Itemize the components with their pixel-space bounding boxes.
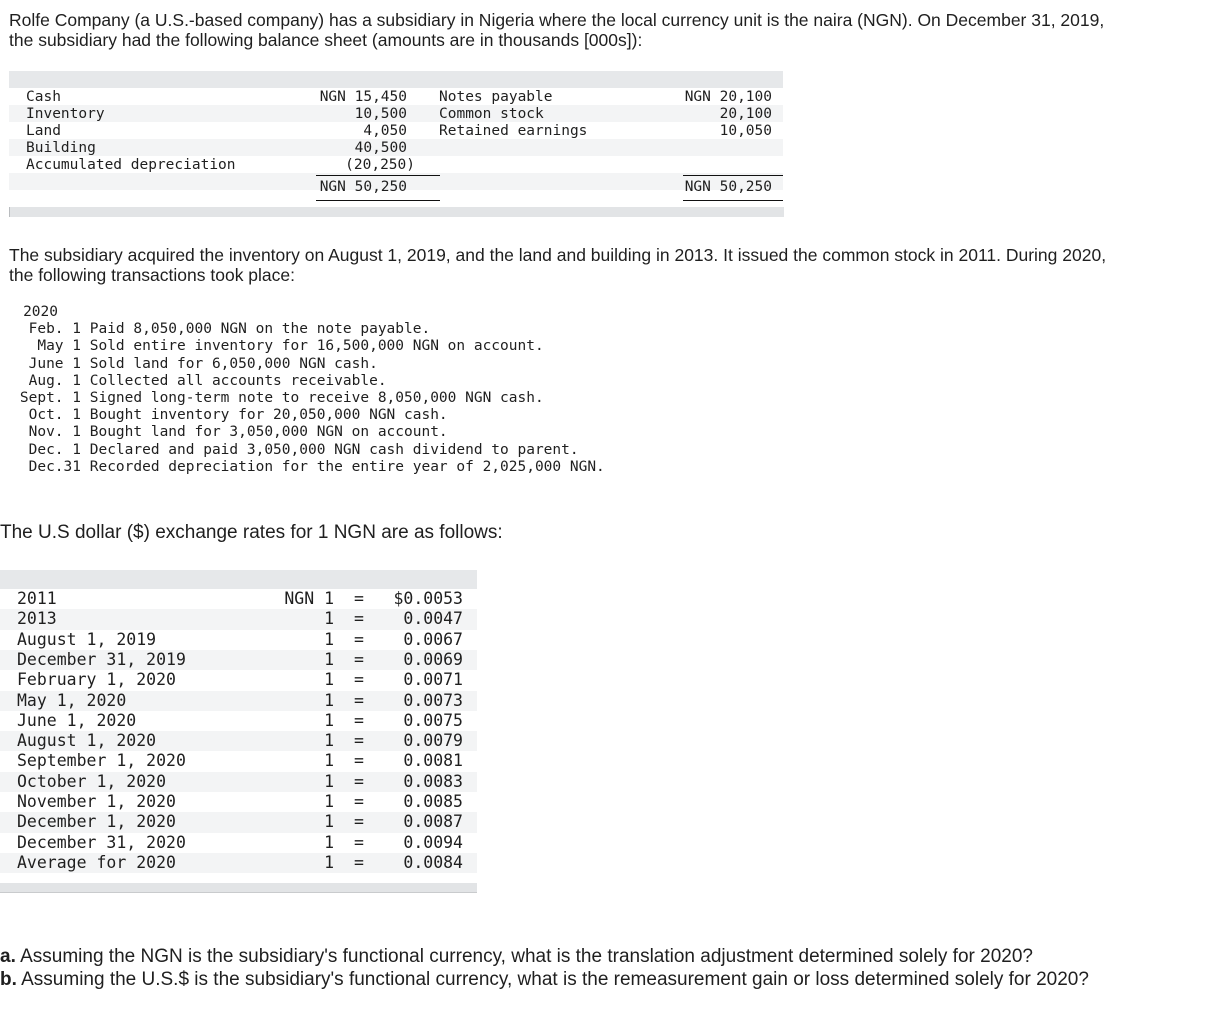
transaction-date: Oct. 1	[28, 407, 81, 424]
list-item	[8, 459, 648, 476]
rate-ngn: 1	[324, 609, 334, 629]
transaction-date: May 1	[37, 338, 81, 355]
table-row	[0, 833, 477, 853]
rate-date: October 1, 2020	[17, 771, 167, 791]
rate-ngn: 1	[324, 792, 334, 811]
exchange-rates-table	[0, 570, 477, 893]
table-row	[0, 853, 477, 873]
table-top-bar	[0, 570, 477, 589]
rate-equals: =	[354, 589, 364, 608]
table-row	[0, 630, 477, 650]
transactions-year: 2020	[23, 304, 58, 320]
list-item	[8, 390, 648, 407]
rate-ngn: 1	[324, 649, 334, 669]
transaction-date: Feb. 1	[28, 321, 81, 338]
question-b-text: Assuming the U.S.$ is the subsidiary's functional currency, what is the remeasurement gain or loss determined solely for 2020?	[16, 969, 1089, 990]
asset-label-cash: Cash	[26, 89, 61, 105]
balance-sheet-table	[9, 71, 783, 217]
question-a	[0, 945, 1033, 968]
list-item	[8, 424, 648, 441]
transaction-text: Declared and paid 3,050,000 NGN cash dividend to parent.	[89, 441, 579, 458]
list-item	[8, 373, 648, 390]
list-item	[8, 356, 648, 373]
list-item	[8, 407, 648, 424]
rate-usd: 0.0075	[403, 710, 463, 730]
rate-date: June 1, 2020	[17, 710, 137, 730]
intro-paragraph: Rolfe Company (a U.S.-based company) has a subsidiary in Nigeria where the local currency unit is the naira (NGN). On December 31, 2019, the subsidiary had the following balance sheet (amounts are in thousands [000s]):	[9, 10, 1105, 50]
rate-equals: =	[354, 731, 364, 751]
rate-usd: 0.0069	[403, 649, 463, 669]
rates-heading: The U.S dollar ($) exchange rates for 1 NGN are as follows:	[0, 522, 503, 543]
table-row	[0, 650, 477, 670]
middle-paragraph: The subsidiary acquired the inventory on August 1, 2019, and the land and building in 2013. It issued the common stock in 2011. During 2020, the following transactions took place:	[9, 245, 1107, 285]
rate-usd: 0.0071	[403, 670, 463, 690]
asset-amount-cash: NGN 15,450	[319, 89, 407, 105]
rate-date: November 1, 2020	[17, 792, 176, 811]
asset-amount-accumulated-depreciation: (20,250)	[345, 157, 415, 173]
list-item	[8, 321, 648, 338]
liability-amount-common-stock: 20,100	[719, 106, 772, 122]
table-row	[0, 772, 477, 792]
table-row	[0, 609, 477, 629]
transaction-text: Signed long-term note to receive 8,050,000 NGN cash.	[89, 389, 544, 406]
transaction-date: Sept. 1	[19, 389, 81, 406]
rate-equals: =	[354, 812, 364, 832]
rate-ngn: 1	[324, 629, 334, 649]
rate-equals: =	[354, 690, 364, 710]
rate-date: September 1, 2020	[17, 751, 186, 771]
rate-usd: 0.0047	[403, 609, 463, 629]
rate-ngn: 1	[324, 710, 334, 730]
rate-ngn: 1	[324, 771, 334, 791]
rate-equals: =	[354, 771, 364, 791]
transaction-date: Aug. 1	[28, 372, 81, 389]
rate-ngn: 1	[324, 670, 334, 690]
transaction-date: Nov. 1	[28, 424, 81, 441]
liability-total-rule	[683, 200, 783, 201]
transaction-text: Collected all accounts receivable.	[89, 372, 387, 389]
liability-label-common-stock: Common stock	[439, 106, 544, 122]
table-row	[0, 792, 477, 812]
liability-total: NGN 50,250	[684, 179, 772, 195]
transaction-text: Bought inventory for 20,050,000 NGN cash.	[89, 407, 448, 424]
rate-usd: 0.0084	[403, 852, 463, 872]
table-row	[0, 751, 477, 771]
rate-usd: 0.0085	[403, 792, 463, 811]
rate-usd: 0.0094	[403, 832, 463, 852]
rate-date: 2013	[17, 609, 57, 629]
asset-amount-inventory: 10,500	[354, 106, 407, 122]
rate-usd: 0.0079	[403, 731, 463, 751]
rate-equals: =	[354, 751, 364, 771]
transaction-date: Dec.31	[28, 458, 81, 475]
transaction-text: Bought land for 3,050,000 NGN on account.	[89, 424, 448, 441]
rate-equals: =	[354, 629, 364, 649]
rate-ngn: 1	[324, 751, 334, 771]
question-b	[0, 968, 1089, 991]
rate-date: 2011	[17, 589, 57, 608]
transaction-date: Dec. 1	[28, 441, 81, 458]
rate-date: August 1, 2020	[17, 731, 157, 751]
rate-equals: =	[354, 852, 364, 872]
liability-subtotal-rule	[683, 175, 783, 176]
transaction-text: Sold entire inventory for 16,500,000 NGN on account.	[89, 338, 544, 355]
asset-label-building: Building	[26, 140, 96, 156]
table-row	[0, 670, 477, 690]
rate-date: February 1, 2020	[17, 670, 176, 690]
liability-amount-notes-payable: NGN 20,100	[684, 89, 772, 105]
transaction-text: Paid 8,050,000 NGN on the note payable.	[89, 321, 431, 338]
rate-date: August 1, 2019	[17, 629, 157, 649]
rate-ngn: 1	[324, 812, 334, 832]
rate-date: Average for 2020	[17, 852, 176, 872]
question-b-label: b.	[0, 969, 17, 990]
transaction-text: Sold land for 6,050,000 NGN cash.	[89, 355, 378, 372]
rate-equals: =	[354, 832, 364, 852]
table-top-bar	[9, 71, 783, 88]
liability-label-retained-earnings: Retained earnings	[439, 123, 588, 139]
rate-usd: 0.0083	[403, 771, 463, 791]
table-row	[0, 589, 477, 609]
table-row	[0, 711, 477, 731]
rate-usd: 0.0067	[403, 629, 463, 649]
rate-equals: =	[354, 792, 364, 811]
asset-amount-land: 4,050	[363, 123, 407, 139]
rate-equals: =	[354, 649, 364, 669]
rate-ngn: 1	[324, 731, 334, 751]
asset-subtotal-rule	[316, 175, 440, 176]
transaction-date: June 1	[28, 355, 81, 372]
transactions-list	[8, 304, 648, 476]
rate-date: December 31, 2020	[17, 832, 186, 852]
rate-ngn: 1	[324, 832, 334, 852]
asset-label-inventory: Inventory	[26, 106, 105, 122]
rate-ngn: 1	[324, 852, 334, 872]
rate-date: December 1, 2020	[17, 812, 176, 832]
table-row	[0, 731, 477, 751]
rate-date: May 1, 2020	[17, 690, 127, 710]
list-item	[8, 442, 648, 459]
asset-total-rule	[316, 200, 440, 201]
question-a-text: Assuming the NGN is the subsidiary's functional currency, what is the translation adjustment determined solely for 2020?	[15, 946, 1033, 967]
asset-label-land: Land	[26, 123, 61, 139]
table-bottom-bar	[9, 207, 784, 217]
asset-amount-building: 40,500	[354, 140, 407, 156]
table-row	[0, 812, 477, 832]
rate-equals: =	[354, 609, 364, 629]
rate-usd: 0.0081	[403, 751, 463, 771]
rate-ngn: NGN 1	[284, 589, 334, 608]
table-row	[0, 691, 477, 711]
rate-usd: 0.0073	[403, 690, 463, 710]
transaction-text: Recorded depreciation for the entire year of 2,025,000 NGN.	[89, 458, 605, 475]
liability-label-notes-payable: Notes payable	[439, 89, 553, 105]
question-a-label: a.	[0, 946, 16, 967]
rate-equals: =	[354, 670, 364, 690]
rate-equals: =	[354, 710, 364, 730]
asset-label-accumulated-depreciation: Accumulated depreciation	[26, 157, 236, 173]
list-item	[8, 338, 648, 355]
table-bottom-bar	[0, 883, 477, 893]
rate-usd: $0.0053	[393, 589, 463, 608]
rate-usd: 0.0087	[403, 812, 463, 832]
rate-ngn: 1	[324, 690, 334, 710]
rate-date: December 31, 2019	[17, 649, 186, 669]
asset-total: NGN 50,250	[319, 179, 407, 195]
liability-amount-retained-earnings: 10,050	[719, 123, 772, 139]
